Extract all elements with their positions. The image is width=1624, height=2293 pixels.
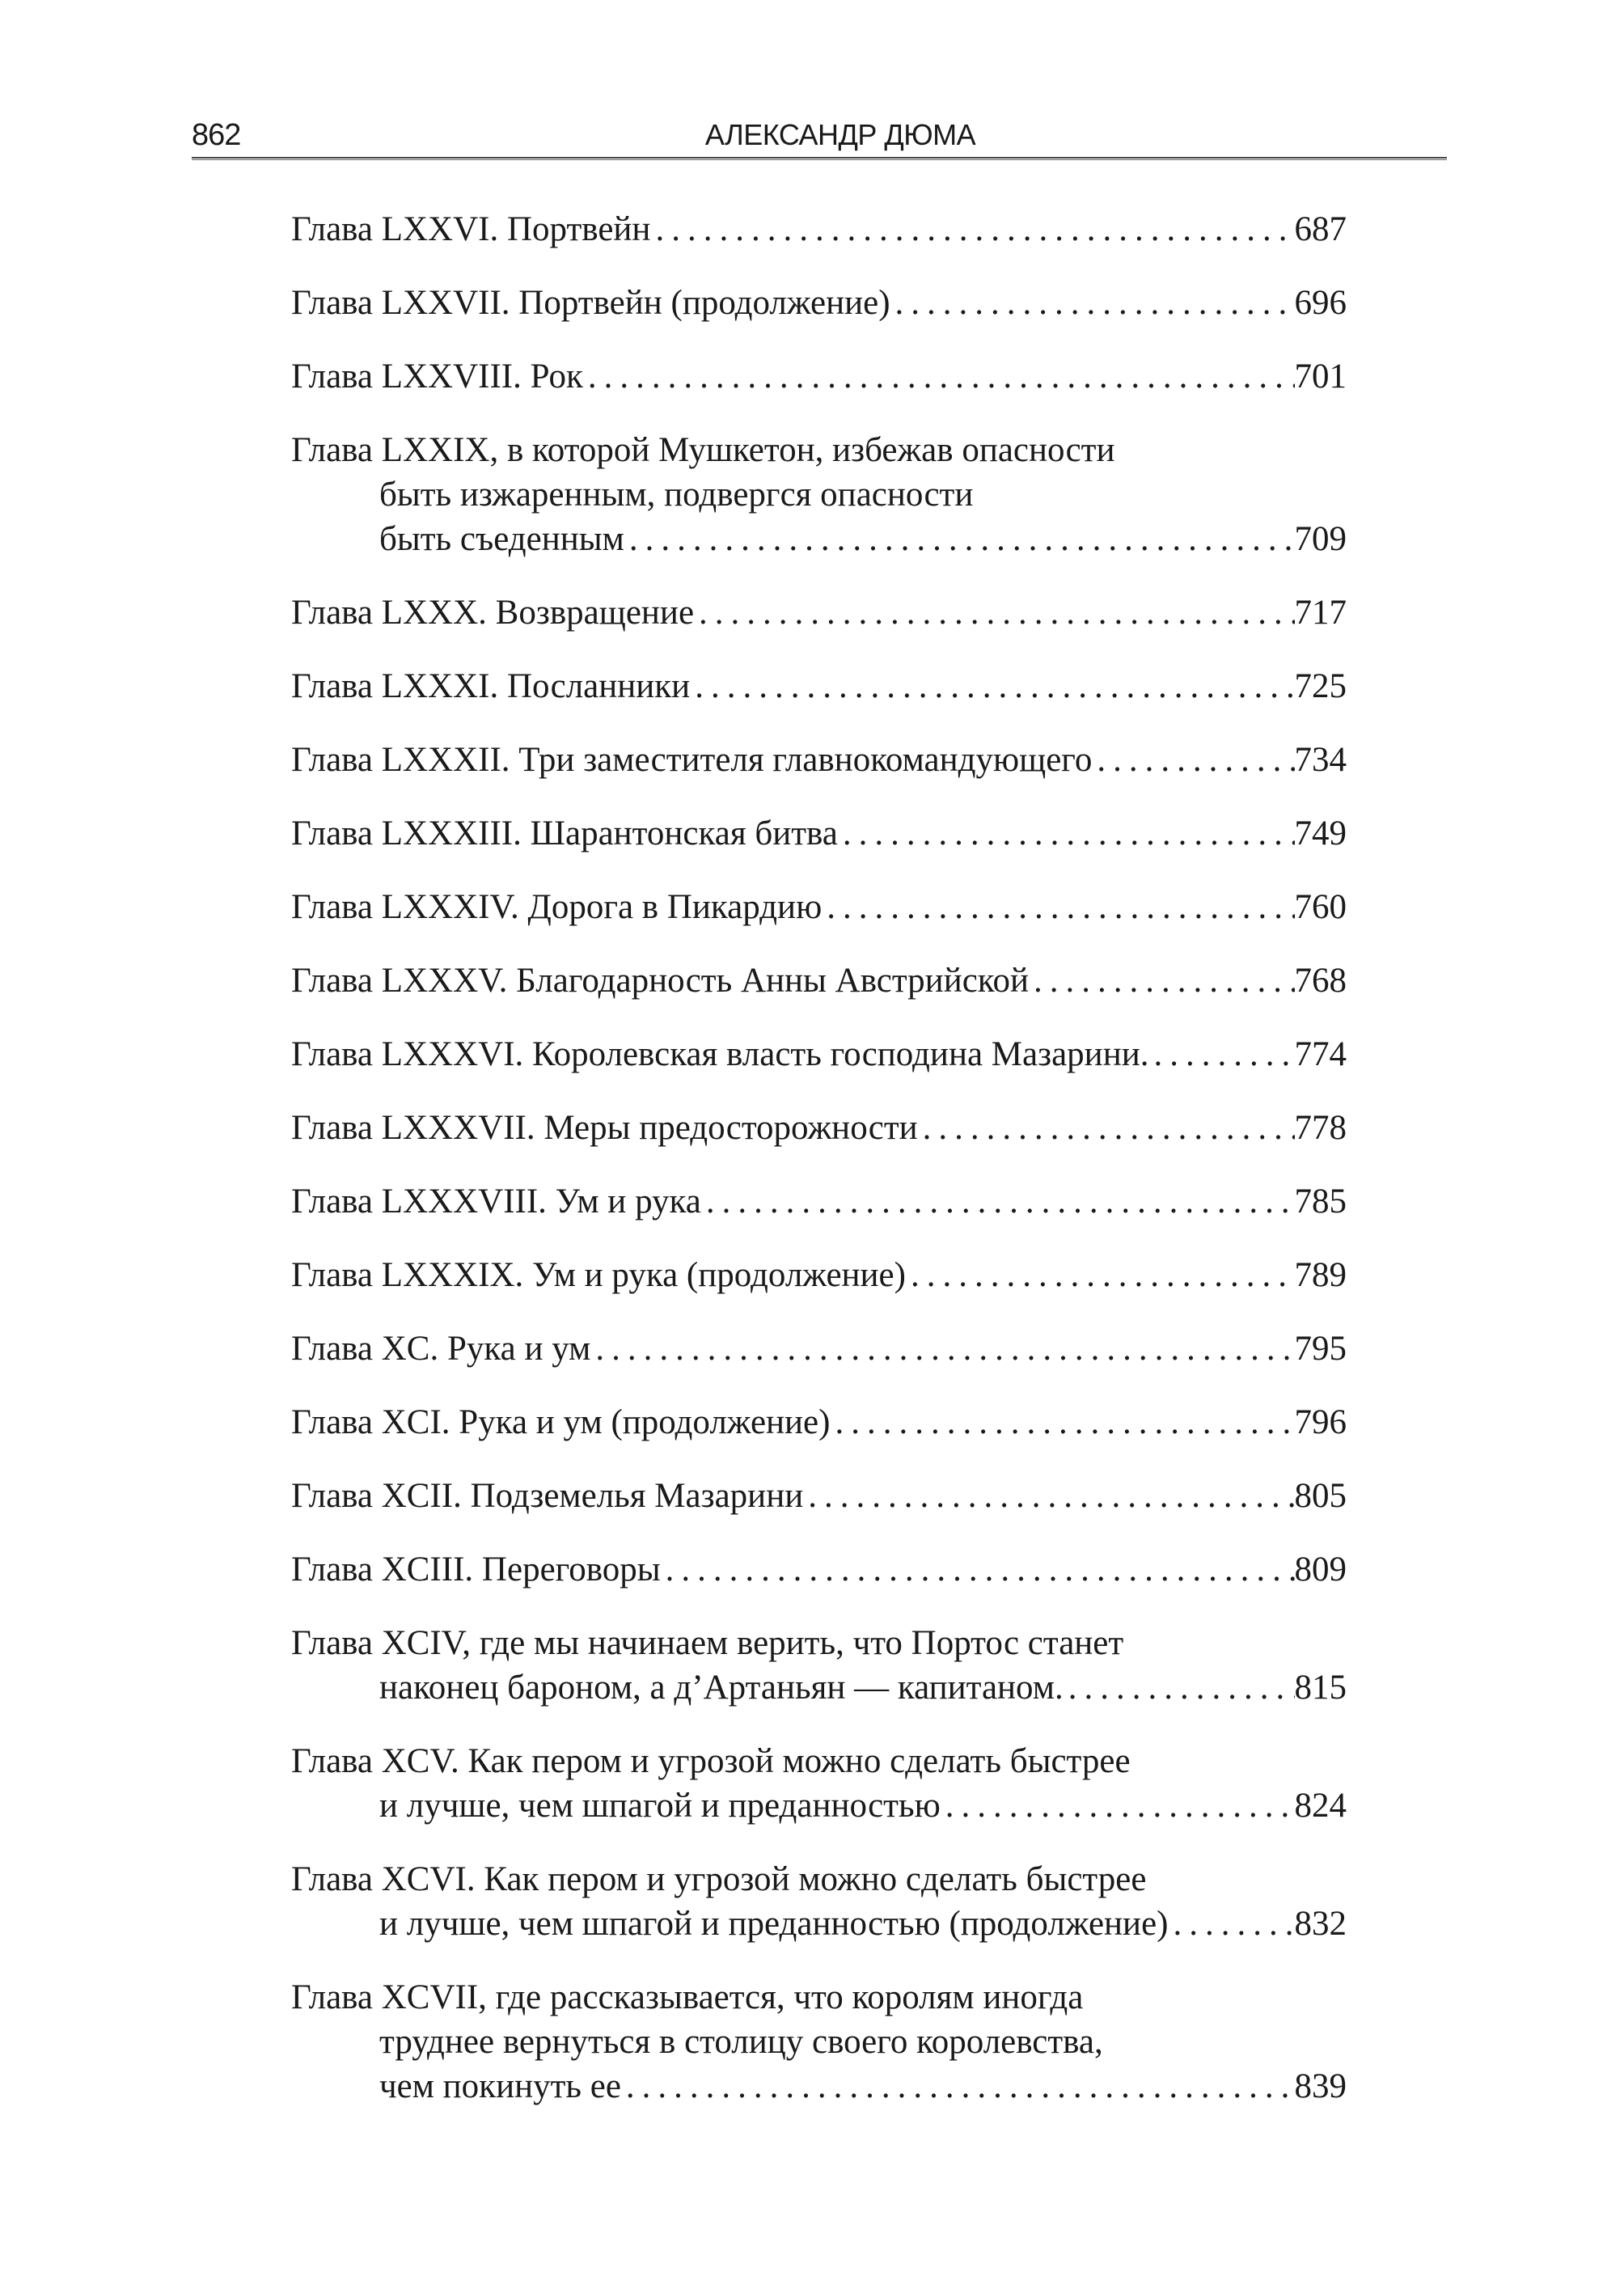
chapter-title: Глава LXXXVI. Королевская власть господина Мазарини. xyxy=(291,1035,1149,1073)
dot-leader xyxy=(830,1400,1294,1445)
running-title: АЛЕКСАНДР ДЮМА xyxy=(704,118,976,151)
chapter-title: Глава XCV. Как пером и угрозой можно сделать быстрее xyxy=(291,1742,1131,1780)
chapter-title: Глава LXXXVIII. Ум и рука xyxy=(291,1182,701,1221)
chapter-title: Глава LXXXIV. Дорога в Пикардию xyxy=(291,888,823,926)
toc-entry-line xyxy=(291,1975,1347,2020)
chapter-title: Глава XC. Рука и ум xyxy=(291,1330,591,1368)
chapter-title: Глава LXXXIX. Ум и рука (продолжение) xyxy=(291,1256,906,1294)
page-ref: 815 xyxy=(1294,1669,1347,1707)
chapter-title: Глава LXXXV. Благодарность Анны Австрийской xyxy=(291,962,1030,1000)
chapter-title: Глава XCI. Рука и ум (продолжение) xyxy=(291,1403,831,1441)
toc-entry[interactable] xyxy=(291,811,1347,856)
page-ref: 717 xyxy=(1294,594,1347,632)
toc-entry[interactable] xyxy=(291,281,1347,325)
dot-leader xyxy=(661,1547,1295,1592)
chapter-title: труднее вернуться в столицу своего королевства, xyxy=(379,2023,1103,2061)
toc-entry-line xyxy=(291,2020,1347,2064)
dot-leader xyxy=(1064,1665,1295,1710)
dot-leader xyxy=(590,1326,1294,1371)
toc-entry[interactable] xyxy=(291,958,1347,1003)
table-of-contents xyxy=(291,207,1347,2138)
page-ref: 809 xyxy=(1294,1551,1347,1589)
toc-entry[interactable] xyxy=(291,1326,1347,1371)
page-ref: 795 xyxy=(1294,1330,1347,1368)
toc-entry-line xyxy=(291,1326,1347,1371)
toc-entry[interactable] xyxy=(291,428,1347,561)
toc-entry-line xyxy=(291,1547,1347,1592)
chapter-title: Глава LXXIX, в которой Мушкетон, избежав опасности xyxy=(291,431,1115,469)
chapter-title: Глава LXXXVII. Меры предосторожности xyxy=(291,1109,918,1147)
dot-leader xyxy=(583,354,1295,399)
chapter-title: и лучше, чем шпагой и преданностью (продолжение) xyxy=(379,1905,1169,1943)
dot-leader xyxy=(1148,1032,1294,1077)
toc-entry[interactable] xyxy=(291,1179,1347,1224)
page-ref: 696 xyxy=(1294,284,1347,322)
header-rule xyxy=(192,157,1447,160)
toc-entry[interactable] xyxy=(291,1621,1347,1710)
toc-entry[interactable] xyxy=(291,1253,1347,1297)
page-ref: 785 xyxy=(1294,1182,1347,1221)
chapter-title: чем покинуть ее xyxy=(379,2067,621,2105)
dot-leader xyxy=(822,885,1294,929)
page-ref: 805 xyxy=(1294,1477,1347,1515)
page-ref: 701 xyxy=(1294,357,1347,396)
dot-leader xyxy=(941,1783,1295,1828)
toc-entry-line xyxy=(291,1783,1347,1828)
chapter-title: Глава XCII. Подземелья Мазарини xyxy=(291,1477,804,1515)
toc-entry-line xyxy=(291,428,1347,472)
toc-entry-line xyxy=(291,1179,1347,1224)
page-ref: 760 xyxy=(1294,888,1347,926)
toc-entry-line xyxy=(291,1902,1347,1946)
dot-leader xyxy=(1092,738,1294,782)
chapter-title: Глава LXXX. Возвращение xyxy=(291,594,695,632)
page-ref: 832 xyxy=(1294,1905,1347,1943)
chapter-title: Глава XCVI. Как пером и угрозой можно сделать быстрее xyxy=(291,1860,1147,1898)
toc-entry-line xyxy=(291,207,1347,252)
page-ref: 687 xyxy=(1294,210,1347,248)
page-ref: 774 xyxy=(1294,1035,1347,1073)
dot-leader xyxy=(838,811,1295,856)
toc-entry-line xyxy=(291,472,1347,517)
toc-entry-line xyxy=(291,738,1347,782)
page-ref: 839 xyxy=(1294,2067,1347,2105)
toc-entry[interactable] xyxy=(291,1547,1347,1592)
toc-entry-line xyxy=(291,1857,1347,1902)
dot-leader xyxy=(694,590,1294,635)
toc-entry-line xyxy=(291,590,1347,635)
chapter-title: Глава XCIII. Переговоры xyxy=(291,1551,661,1589)
dot-leader xyxy=(1168,1902,1294,1946)
chapter-title: Глава LXXXI. Посланники xyxy=(291,667,691,705)
chapter-title: Глава XCVII, где рассказывается, что королям иногда xyxy=(291,1978,1084,2016)
toc-entry-line xyxy=(291,1474,1347,1518)
toc-entry-line xyxy=(291,1739,1347,1783)
toc-entry[interactable] xyxy=(291,664,1347,709)
toc-entry[interactable] xyxy=(291,1857,1347,1946)
toc-entry[interactable] xyxy=(291,1400,1347,1445)
page-ref: 768 xyxy=(1294,962,1347,1000)
dot-leader xyxy=(890,281,1295,325)
page-ref: 796 xyxy=(1294,1403,1347,1441)
toc-entry[interactable] xyxy=(291,1106,1347,1150)
dot-leader xyxy=(690,664,1294,709)
toc-entry[interactable] xyxy=(291,1474,1347,1518)
toc-entry-line xyxy=(291,664,1347,709)
chapter-title: Глава LXXVII. Портвейн (продолжение) xyxy=(291,284,890,322)
dot-leader xyxy=(701,1179,1295,1224)
chapter-title: Глава XCIV, где мы начинаем верить, что Портос станет xyxy=(291,1624,1124,1662)
chapter-title: быть изжаренным, подвергся опасности xyxy=(379,476,974,514)
page-ref: 749 xyxy=(1294,814,1347,852)
chapter-title: Глава LXXXIII. Шарантонская битва xyxy=(291,814,838,852)
chapter-title: быть съеденным xyxy=(379,520,624,558)
toc-entry[interactable] xyxy=(291,354,1347,399)
toc-entry-line xyxy=(291,517,1347,561)
toc-entry-line xyxy=(291,1400,1347,1445)
page-ref: 725 xyxy=(1294,667,1347,705)
page-ref: 824 xyxy=(1294,1787,1347,1825)
dot-leader xyxy=(906,1253,1295,1297)
toc-entry-line xyxy=(291,1106,1347,1150)
dot-leader xyxy=(1029,958,1294,1003)
page-ref: 734 xyxy=(1294,741,1347,779)
dot-leader xyxy=(918,1106,1295,1150)
dot-leader xyxy=(624,517,1295,561)
page-ref: 789 xyxy=(1294,1256,1347,1294)
toc-entry-line xyxy=(291,1253,1347,1297)
toc-entry[interactable] xyxy=(291,590,1347,635)
toc-entry[interactable] xyxy=(291,885,1347,929)
chapter-title: Глава LXXVI. Портвейн xyxy=(291,210,651,248)
page-ref: 778 xyxy=(1294,1109,1347,1147)
toc-entry-line xyxy=(291,354,1347,399)
dot-leader xyxy=(803,1474,1294,1518)
toc-entry[interactable] xyxy=(291,207,1347,252)
dot-leader xyxy=(621,2064,1295,2109)
toc-entry-line xyxy=(291,885,1347,929)
toc-entry[interactable] xyxy=(291,1975,1347,2109)
toc-entry-line xyxy=(291,1621,1347,1665)
toc-entry-line xyxy=(291,2064,1347,2109)
toc-entry-line xyxy=(291,1032,1347,1077)
page-number: 862 xyxy=(192,118,241,152)
toc-entry[interactable] xyxy=(291,738,1347,782)
toc-entry-line xyxy=(291,1665,1347,1710)
toc-entry[interactable] xyxy=(291,1739,1347,1828)
toc-entry-line xyxy=(291,811,1347,856)
dot-leader xyxy=(650,207,1294,252)
chapter-title: Глава LXXVIII. Рок xyxy=(291,357,583,396)
toc-entry-line xyxy=(291,958,1347,1003)
chapter-title: и лучше, чем шпагой и преданностью xyxy=(379,1787,941,1825)
toc-entry-line xyxy=(291,281,1347,325)
toc-entry[interactable] xyxy=(291,1032,1347,1077)
page-ref: 709 xyxy=(1294,520,1347,558)
chapter-title: Глава LXXXII. Три заместителя главнокомандующего xyxy=(291,741,1093,779)
chapter-title: наконец бароном, а д’Артаньян — капитаном. xyxy=(379,1669,1064,1707)
